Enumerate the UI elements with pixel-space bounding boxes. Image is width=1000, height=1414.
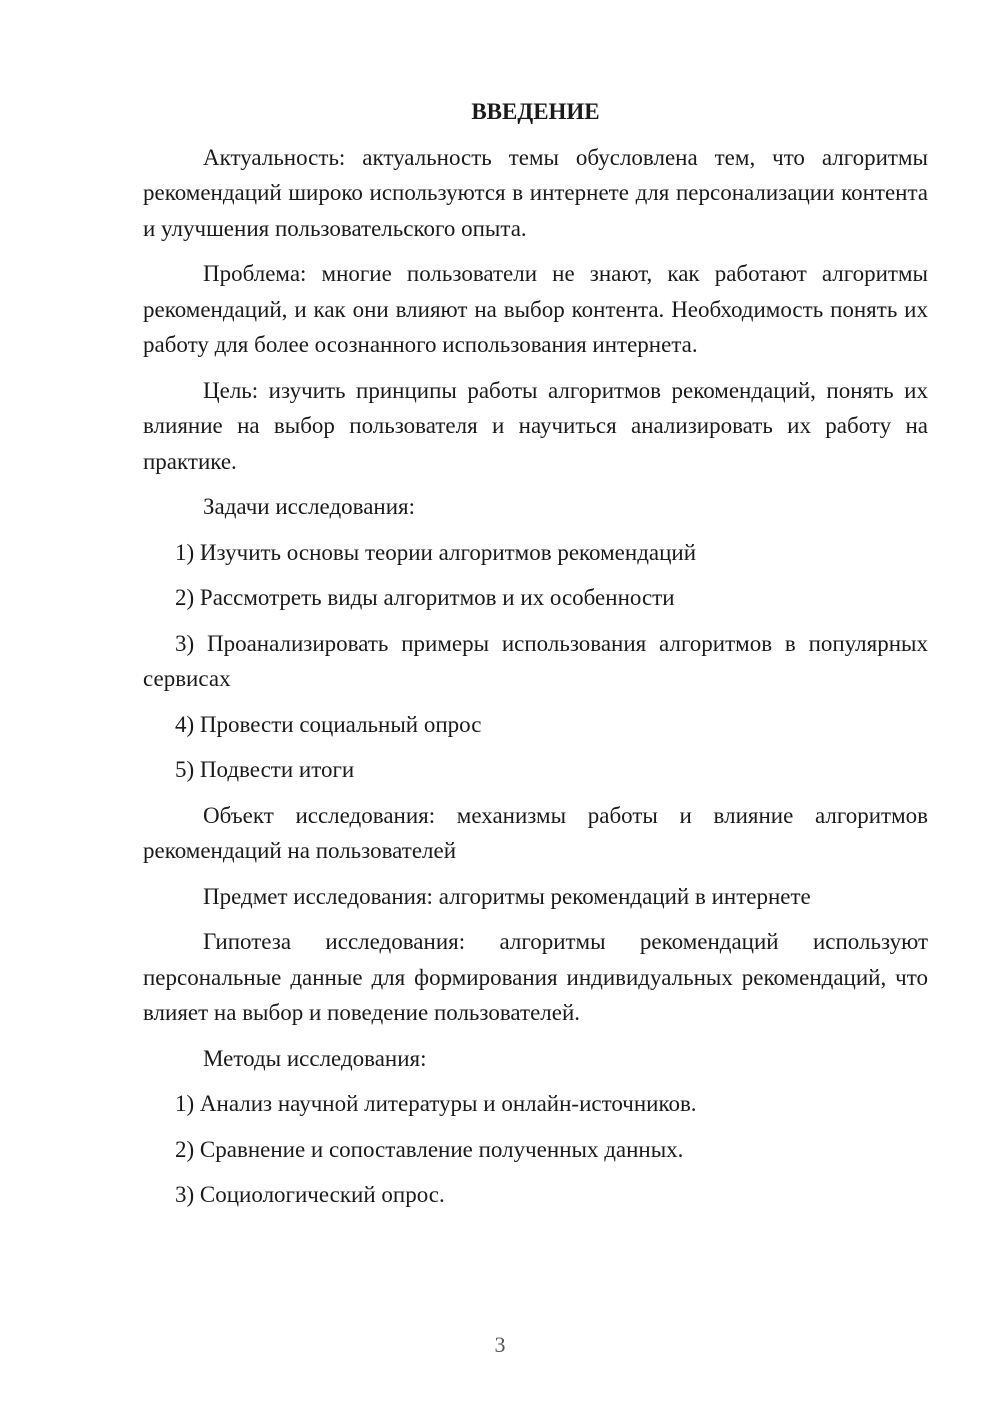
hypothesis-paragraph: Гипотеза исследования: алгоритмы рекомендаций используют персональные данные для формирования индивидуальных рекомендаций, что влияет на выбор и поведение пользователей. (143, 929, 928, 1025)
task-item-4: 4) Провести социальный опрос (175, 711, 482, 737)
object-paragraph: Объект исследования: механизмы работы и влияние алгоритмов рекомендаций на пользователей (143, 802, 928, 863)
method-item-2: 2) Сравнение и сопоставление полученных данных. (175, 1136, 684, 1162)
tasks-title: Задачи исследования: (203, 494, 416, 519)
subject-paragraph: Предмет исследования: алгоритмы рекомендаций в интернете (203, 883, 811, 909)
task-item-5: 5) Подвести итоги (175, 757, 355, 782)
method-item-3: 3) Социологический опрос. (175, 1182, 445, 1207)
methods-title: Методы исследования: (203, 1045, 427, 1071)
task-item-3: 3) Проанализировать примеры использования алгоритмов в популярных сервисах (143, 630, 928, 691)
task-item-1: 1) Изучить основы теории алгоритмов рекомендаций (175, 539, 697, 565)
relevance-paragraph: Актуальность: актуальность темы обусловлена тем, что алгоритмы рекомендаций широко используются в интернете для персонализации контента и улучшения пользовательского опыта. (143, 144, 928, 241)
task-item-2: 2) Рассмотреть виды алгоритмов и их особенности (175, 585, 675, 610)
method-item-1: 1) Анализ научной литературы и онлайн-источников. (175, 1091, 697, 1116)
page-number: 3 (494, 1332, 506, 1357)
page-content (143, 94, 928, 1223)
goal-paragraph: Цель: изучить принципы работы алгоритмов рекомендаций, понять их влияние на выбор пользователя и научиться анализировать их работу на практике. (143, 377, 928, 474)
problem-paragraph: Проблема: многие пользователи не знают, как работают алгоритмы рекомендаций, и как они влияют на выбор контента. Необходимость понять их работу для более осознанного использования интернета. (143, 261, 928, 357)
section-heading: ВВЕДЕНИЕ (471, 99, 600, 124)
